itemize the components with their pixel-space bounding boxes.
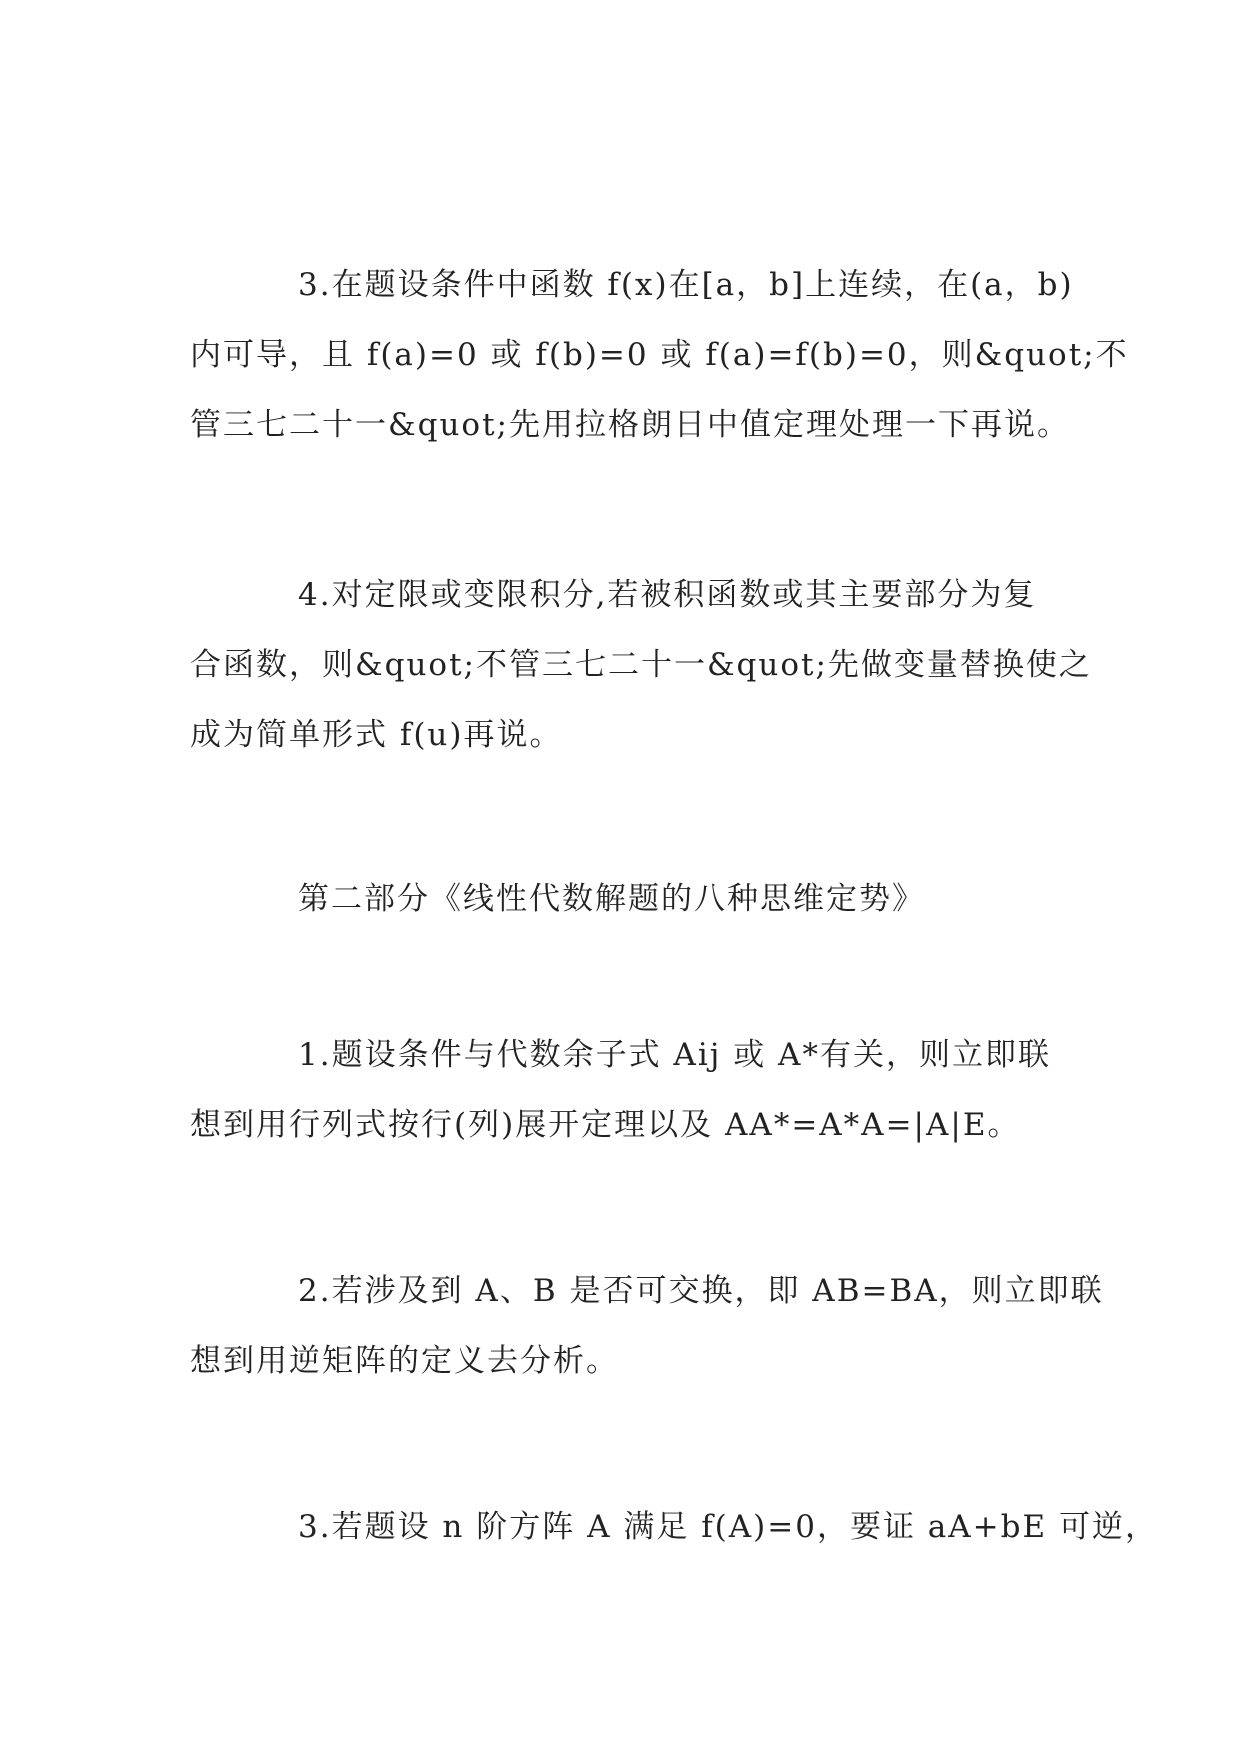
paragraph-line: 1.题设条件与代数余子式 Aij 或 A*有关，则立即联	[298, 1037, 1051, 1073]
paragraph-calculus-3	[190, 250, 1129, 460]
paragraph-line: 合函数，则&quot;不管三七二十一&quot;先做变量替换使之	[190, 647, 1092, 683]
paragraph-line: 3.若题设 n 阶方阵 A 满足 f(A)=0，要证 aA+bE 可逆，	[298, 1509, 1158, 1545]
paragraph-line: 想到用行列式按行(列)展开定理以及 AA*=A*A=|A|E。	[190, 1107, 1021, 1143]
paragraph-algebra-2	[190, 1256, 1104, 1396]
paragraph-algebra-3	[190, 1492, 1158, 1562]
paragraph-line: 成为简单形式 f(u)再说。	[190, 717, 563, 753]
paragraph-calculus-4	[190, 560, 1092, 770]
paragraph-algebra-1	[190, 1020, 1060, 1160]
section-heading-text: 第二部分《线性代数解题的八种思维定势》	[298, 881, 925, 917]
paragraph-line: 内可导，且 f(a)=0 或 f(b)=0 或 f(a)=f(b)=0，则&quot;不	[190, 337, 1129, 373]
section-heading	[190, 864, 1060, 934]
paragraph-line: 想到用逆矩阵的定义去分析。	[190, 1343, 619, 1379]
paragraph-line: 4.对定限或变限积分,若被积函数或其主要部分为复	[298, 577, 1037, 613]
paragraph-line: 2.若涉及到 A、B 是否可交换，即 AB=BA，则立即联	[298, 1273, 1104, 1309]
paragraph-line: 3.在题设条件中函数 f(x)在[a，b]上连续，在(a，b)	[298, 267, 1074, 303]
paragraph-line: 管三七二十一&quot;先用拉格朗日中值定理处理一下再说。	[190, 407, 1070, 443]
